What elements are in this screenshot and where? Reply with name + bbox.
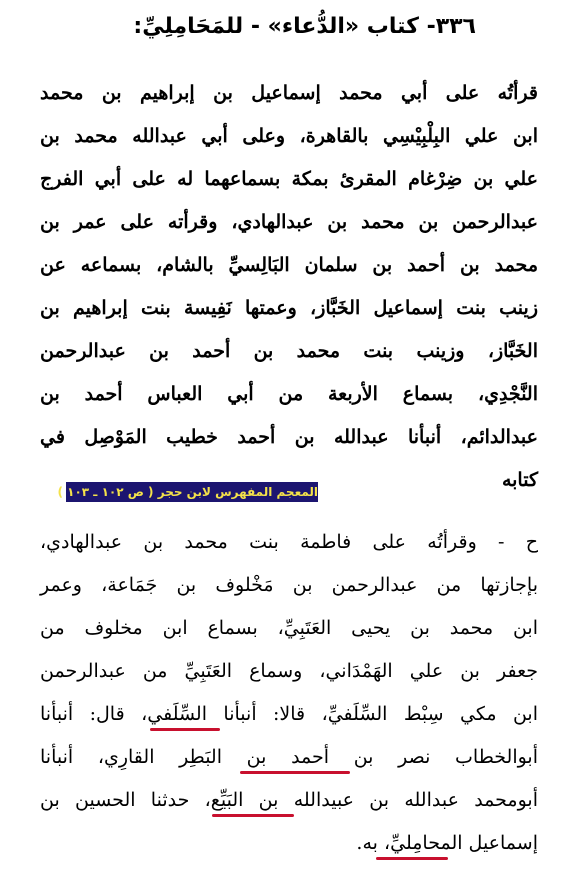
paragraph-2-line-3: ابن محمد بن يحيى العَتَبِيِّ، بسماع ابن مخلوف من bbox=[40, 617, 538, 639]
paragraph-2-line-6: أبوالخطاب نصر بن أحمد بن البَطِر القارِي، أنبأنا bbox=[40, 746, 538, 768]
paragraph-1-line-10: كتابه bbox=[501, 469, 538, 491]
entry-heading: ٣٣٦- كتاب «الدُّعاء» - للمَحَامِلِيِّ: bbox=[133, 14, 476, 39]
paragraph-2-line-1: ح - وقرأتُه على فاطمة بنت محمد بن عبدالهادي، bbox=[40, 531, 538, 553]
paragraph-2-line-7: أبومحمد عبدالله بن عبيدالله بن البَيِّع، حدثنا الحسين بن bbox=[40, 789, 538, 811]
highlight-underline-mahamili bbox=[376, 857, 448, 860]
paragraph-1-line-6: زينب بنت إسماعيل الخَبَّاز، وعمتها نَفِيسة بنت إبراهيم بن bbox=[40, 297, 538, 319]
paragraph-1-line-3: علي بن ضِرْغام المقرئ بمكة بسماعهما له على أبي الفرج bbox=[40, 168, 538, 190]
highlight-underline-silafi bbox=[150, 728, 220, 731]
paragraph-2-line-5: ابن مكي سِبْط السِّلَفيِّ، قالا: أنبأنا السِّلَفي، قال: أنبأنا bbox=[40, 703, 538, 725]
paragraph-2-line-4: جعفر بن علي الهَمْدَاني، وسماع العَتَبِيِّ من عبدالرحمن bbox=[40, 660, 538, 682]
paragraph-2-line-2: بإجازتها من عبدالرحمن بن مَخْلوف بن جَمَاعة، وعمر bbox=[40, 574, 538, 596]
paragraph-1-line-4: عبدالرحمن بن محمد بن عبدالهادي، وقرأته على عمر بن bbox=[40, 211, 538, 233]
paragraph-1-line-5: محمد بن أحمد بن سلمان البَالِسيِّ بالشام، بسماعه عن bbox=[40, 254, 538, 276]
paragraph-1-line-8: النَّجْدِي، بسماع الأربعة من أبي العباس أحمد بن bbox=[40, 383, 538, 405]
highlight-underline-ibn-albayyi bbox=[212, 814, 294, 817]
paragraph-1-line-7: الخَبَّاز، وزينب بنت محمد بن أحمد بن عبدالرحمن bbox=[40, 340, 538, 362]
paragraph-1-line-9: عبدالدائم، أنبأنا عبدالله بن أحمد خطيب المَوْصِل في bbox=[40, 426, 538, 448]
paragraph-1-line-2: ابن علي البِلْبِيْسِي بالقاهرة، وعلى أبي عبدالله محمد بن bbox=[40, 125, 538, 147]
highlight-underline-ibn-albatir bbox=[240, 771, 350, 774]
paragraph-2-line-8: إسماعيل المحامِليِّ، به. bbox=[356, 832, 538, 854]
source-reference-label: المعجم المفهرس لابن حجر ( ص ١٠٢ ـ ١٠٣ ) bbox=[66, 482, 318, 502]
paragraph-1-line-1: قرأتُه على أبي محمد إسماعيل بن إبراهيم بن محمد bbox=[40, 82, 538, 104]
